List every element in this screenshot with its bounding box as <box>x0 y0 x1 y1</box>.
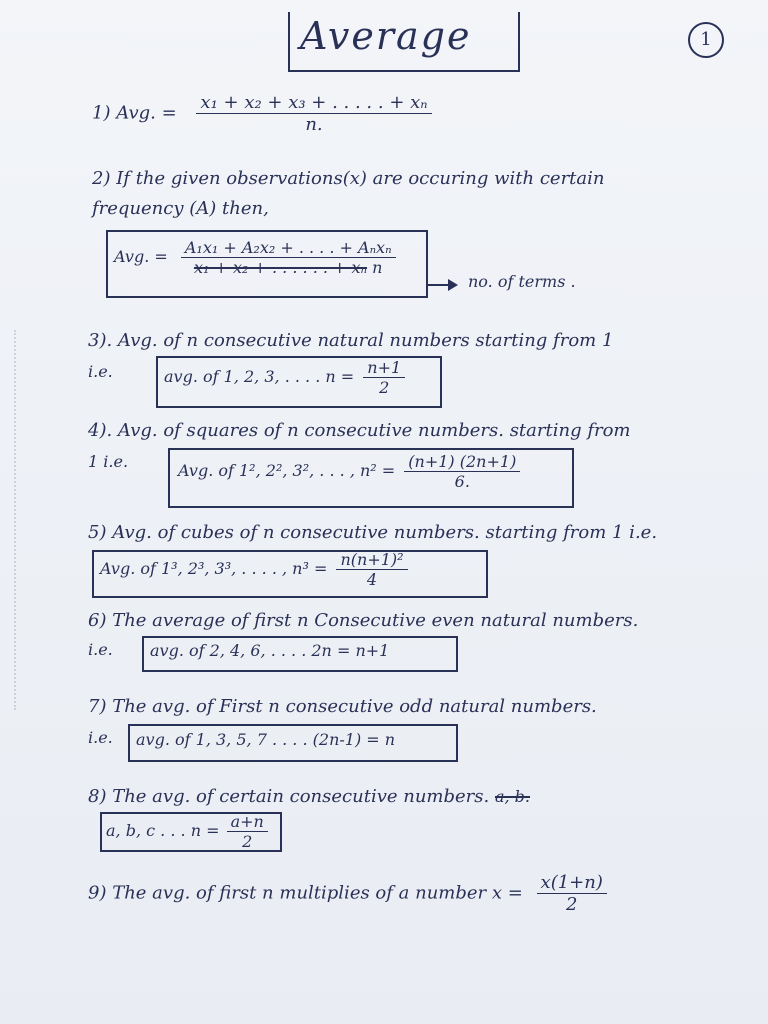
item-6-text: 6) The average of first n Consecutive even natural numbers. <box>88 610 639 631</box>
arrow-note: no. of terms . <box>468 272 576 291</box>
item-4-text: 4). Avg. of squares of n consecutive numbers. starting from <box>88 420 631 441</box>
formula-1-label: 1) Avg. = <box>92 102 177 124</box>
item-4-ie: 1 i.e. <box>88 452 129 471</box>
denominator-n: n <box>372 258 383 277</box>
formula-4 <box>178 452 520 491</box>
numerator: n(n+1)² <box>336 550 407 570</box>
formula-3-label: avg. of 1, 2, 3, . . . . n = <box>164 367 355 386</box>
formula-2 <box>114 238 396 277</box>
page-title: Average <box>300 14 472 58</box>
item-2-text-line2: frequency (A) then, <box>92 198 269 219</box>
item-7-text: 7) The avg. of First n consecutive odd natural numbers. <box>88 696 597 717</box>
denominator: 2 <box>379 378 390 397</box>
denominator <box>181 258 396 277</box>
numerator: a+n <box>227 812 268 832</box>
numerator: A₁x₁ + A₂x₂ + . . . . + Aₙxₙ <box>181 238 396 258</box>
denominator: 2 <box>565 894 578 915</box>
numerator: n+1 <box>363 358 405 378</box>
formula-5-label: Avg. of 1³, 2³, 3³, . . . . , n³ = <box>100 559 328 578</box>
formula-9-fraction <box>537 872 607 915</box>
item-8-label: 8) The avg. of certain consecutive numbers. <box>88 786 490 807</box>
denominator: 4 <box>366 570 378 589</box>
formula-5-fraction <box>336 550 407 589</box>
formula-7: avg. of 1, 3, 5, 7 . . . . (2n-1) = n <box>136 730 396 749</box>
struck-denominator: x₁ + x₂ + . . . . . . + xₙ <box>193 258 368 277</box>
formula-3 <box>164 358 405 397</box>
item-3-text: 3). Avg. of n consecutive natural numbers starting from 1 <box>88 330 614 351</box>
margin-dots <box>14 330 20 710</box>
denominator: 6. <box>454 472 470 491</box>
formula-2-fraction <box>181 238 396 277</box>
formula-4-fraction <box>404 452 520 491</box>
formula-2-label: Avg. = <box>114 247 168 266</box>
item-7-ie: i.e. <box>88 728 113 747</box>
formula-1-fraction <box>196 92 431 135</box>
formula-9 <box>88 872 607 915</box>
numerator: x(1+n) <box>537 872 607 894</box>
numerator: x₁ + x₂ + x₃ + . . . . . + xₙ <box>196 92 431 114</box>
formula-4-label: Avg. of 1², 2², 3², . . . , n² = <box>178 461 396 480</box>
formula-8-fraction <box>227 812 268 851</box>
item-8-struck: a, b. <box>494 787 531 806</box>
item-2-text: 2) If the given observations(x) are occuring with certain <box>92 168 605 189</box>
formula-9-label: 9) The avg. of first n multiplies of a number x = <box>88 882 523 904</box>
formula-8 <box>106 812 268 851</box>
formula-1 <box>92 92 432 135</box>
page-number: 1 <box>688 22 724 58</box>
arrow-icon <box>426 284 456 286</box>
item-6-ie: i.e. <box>88 640 113 659</box>
denominator: 2 <box>242 832 253 851</box>
item-5-text: 5) Avg. of cubes of n consecutive numbers. starting from 1 i.e. <box>88 522 658 543</box>
formula-5 <box>100 550 408 589</box>
formula-6: avg. of 2, 4, 6, . . . . 2n = n+1 <box>150 641 390 660</box>
item-3-ie: i.e. <box>88 362 113 381</box>
formula-3-fraction <box>363 358 405 397</box>
formula-8-label: a, b, c . . . n = <box>106 821 220 840</box>
numerator: (n+1) (2n+1) <box>404 452 520 472</box>
item-8-text <box>88 786 530 807</box>
denominator: n. <box>305 114 323 135</box>
